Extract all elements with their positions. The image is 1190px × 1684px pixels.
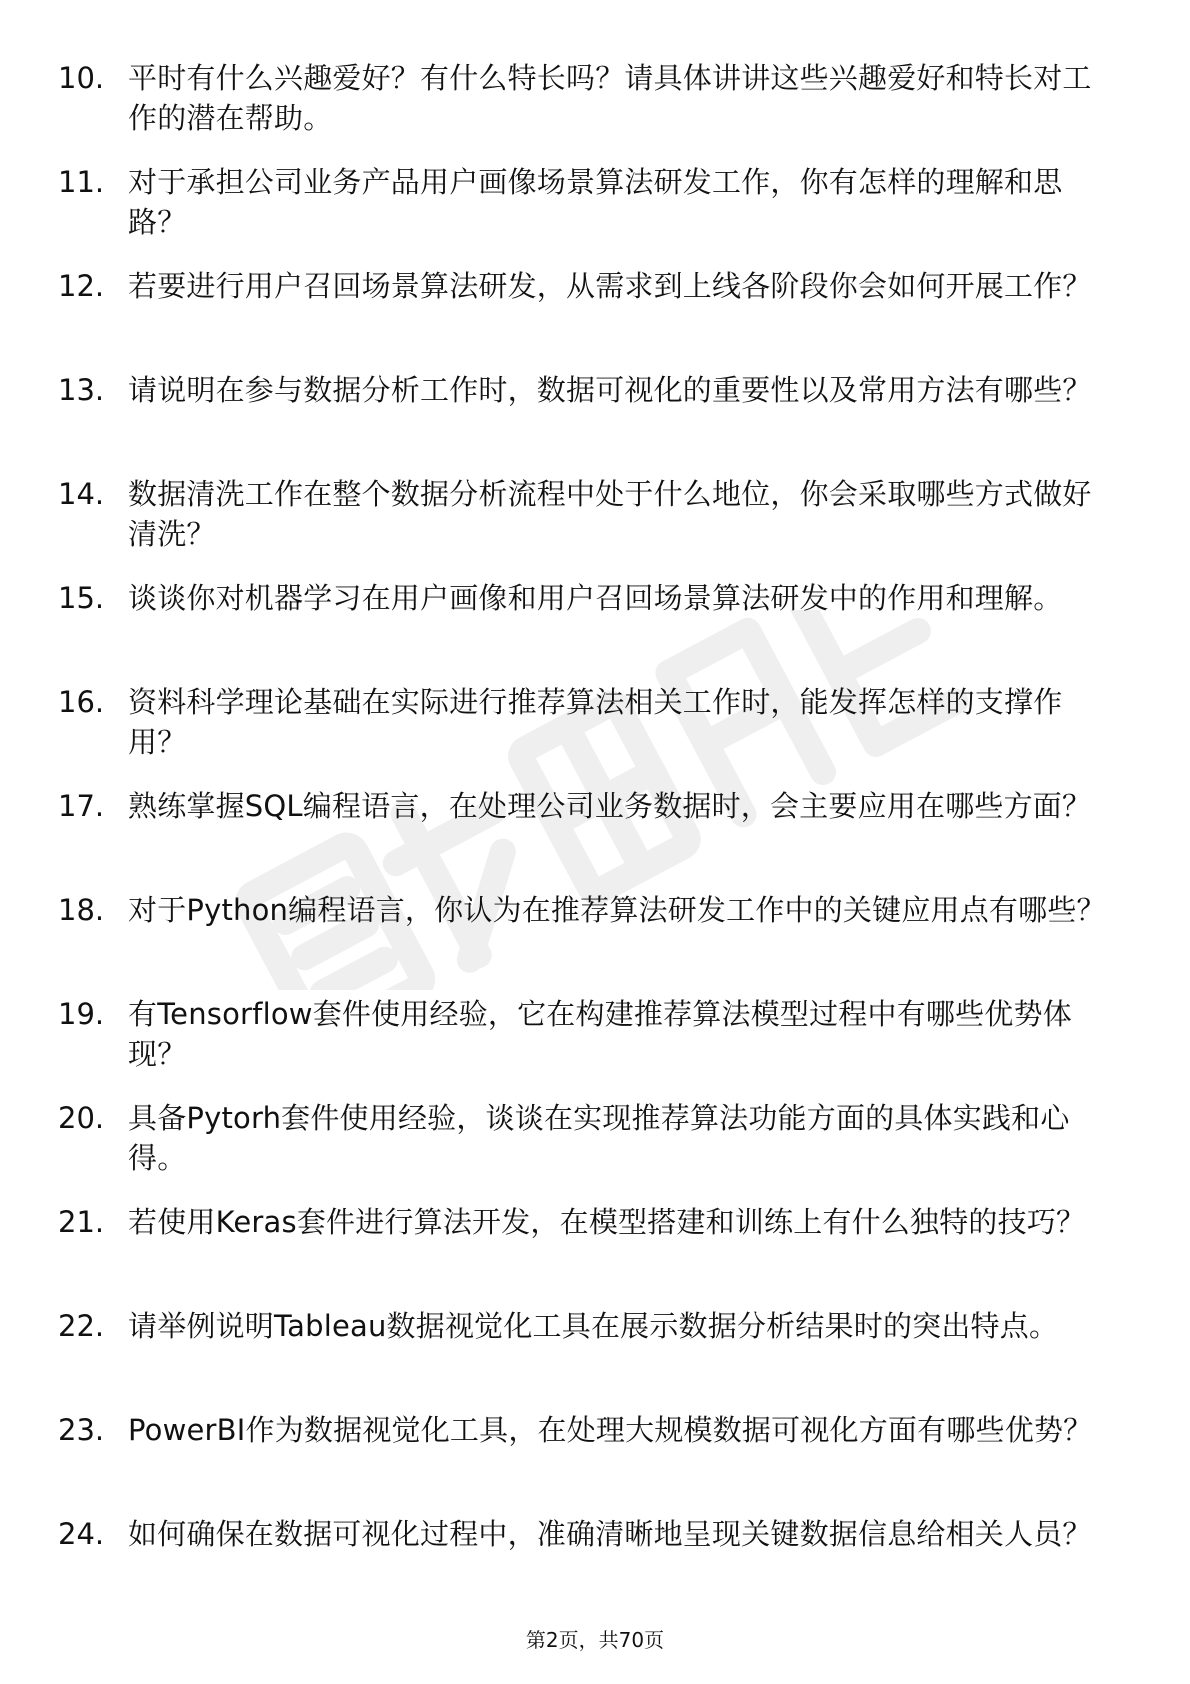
question-text: 谈谈你对机器学习在用户画像和用户召回场景算法研发中的作用和理解。	[128, 581, 1063, 615]
question-text: 若要进行用户召回场景算法研发，从需求到上线各阶段你会如何开展工作？	[128, 269, 1092, 303]
question-number: 14.	[58, 477, 105, 511]
question-item	[58, 994, 1118, 1098]
question-text: 具备Pytorh套件使用经验，谈谈在实现推荐算法功能方面的具体实践和心得。	[128, 1101, 1070, 1175]
page-number: 第2页，共70页	[525, 1628, 665, 1652]
question-number: 19.	[58, 997, 105, 1031]
question-text: 请说明在参与数据分析工作时，数据可视化的重要性以及常用方法有哪些？	[128, 373, 1092, 407]
question-number: 21.	[58, 1205, 105, 1239]
question-text: 资料科学理论基础在实际进行推荐算法相关工作时，能发挥怎样的支撑作用？	[128, 685, 1063, 759]
question-item	[58, 578, 1118, 682]
question-item	[58, 474, 1118, 578]
question-item	[58, 890, 1118, 994]
question-item	[58, 1098, 1118, 1202]
question-item	[58, 682, 1118, 786]
question-text: 熟练掌握SQL编程语言，在处理公司业务数据时，会主要应用在哪些方面？	[128, 789, 1092, 823]
question-text: 对于Python编程语言，你认为在推荐算法研发工作中的关键应用点有哪些？	[128, 893, 1106, 927]
question-number: 24.	[58, 1517, 105, 1551]
question-text: 平时有什么兴趣爱好？有什么特长吗？请具体讲讲这些兴趣爱好和特长对工作的潜在帮助。	[128, 61, 1092, 135]
question-text: 数据清洗工作在整个数据分析流程中处于什么地位，你会采取哪些方式做好清洗？	[128, 477, 1092, 551]
question-text: 请举例说明Tableau数据视觉化工具在展示数据分析结果时的突出特点。	[128, 1309, 1059, 1343]
question-number: 16.	[58, 685, 105, 719]
question-item	[58, 370, 1118, 474]
question-number: 10.	[58, 61, 105, 95]
question-number: 23.	[58, 1413, 105, 1447]
question-number: 13.	[58, 373, 105, 407]
question-text: 如何确保在数据可视化过程中，准确清晰地呈现关键数据信息给相关人员？	[128, 1517, 1092, 1551]
question-text: 对于承担公司业务产品用户画像场景算法研发工作，你有怎样的理解和思路？	[128, 165, 1063, 239]
question-number: 15.	[58, 581, 105, 615]
question-number: 12.	[58, 269, 105, 303]
question-number: 11.	[58, 165, 105, 199]
question-item	[58, 58, 1118, 162]
question-item	[58, 162, 1118, 266]
question-number: 22.	[58, 1309, 105, 1343]
question-number: 18.	[58, 893, 105, 927]
question-item	[58, 266, 1118, 370]
question-text: 若使用Keras套件进行算法开发，在模型搭建和训练上有什么独特的技巧？	[128, 1205, 1086, 1239]
question-number: 17.	[58, 789, 105, 823]
question-item	[58, 1306, 1118, 1410]
question-list	[58, 58, 1118, 1618]
question-item	[58, 1410, 1118, 1514]
question-item	[58, 1202, 1118, 1306]
question-item	[58, 786, 1118, 890]
question-number: 20.	[58, 1101, 105, 1135]
question-text: 有Tensorflow套件使用经验，它在构建推荐算法模型过程中有哪些优势体现？	[128, 997, 1072, 1071]
question-item	[58, 1514, 1118, 1618]
question-text: PowerBI作为数据视觉化工具，在处理大规模数据可视化方面有哪些优势？	[128, 1413, 1093, 1447]
